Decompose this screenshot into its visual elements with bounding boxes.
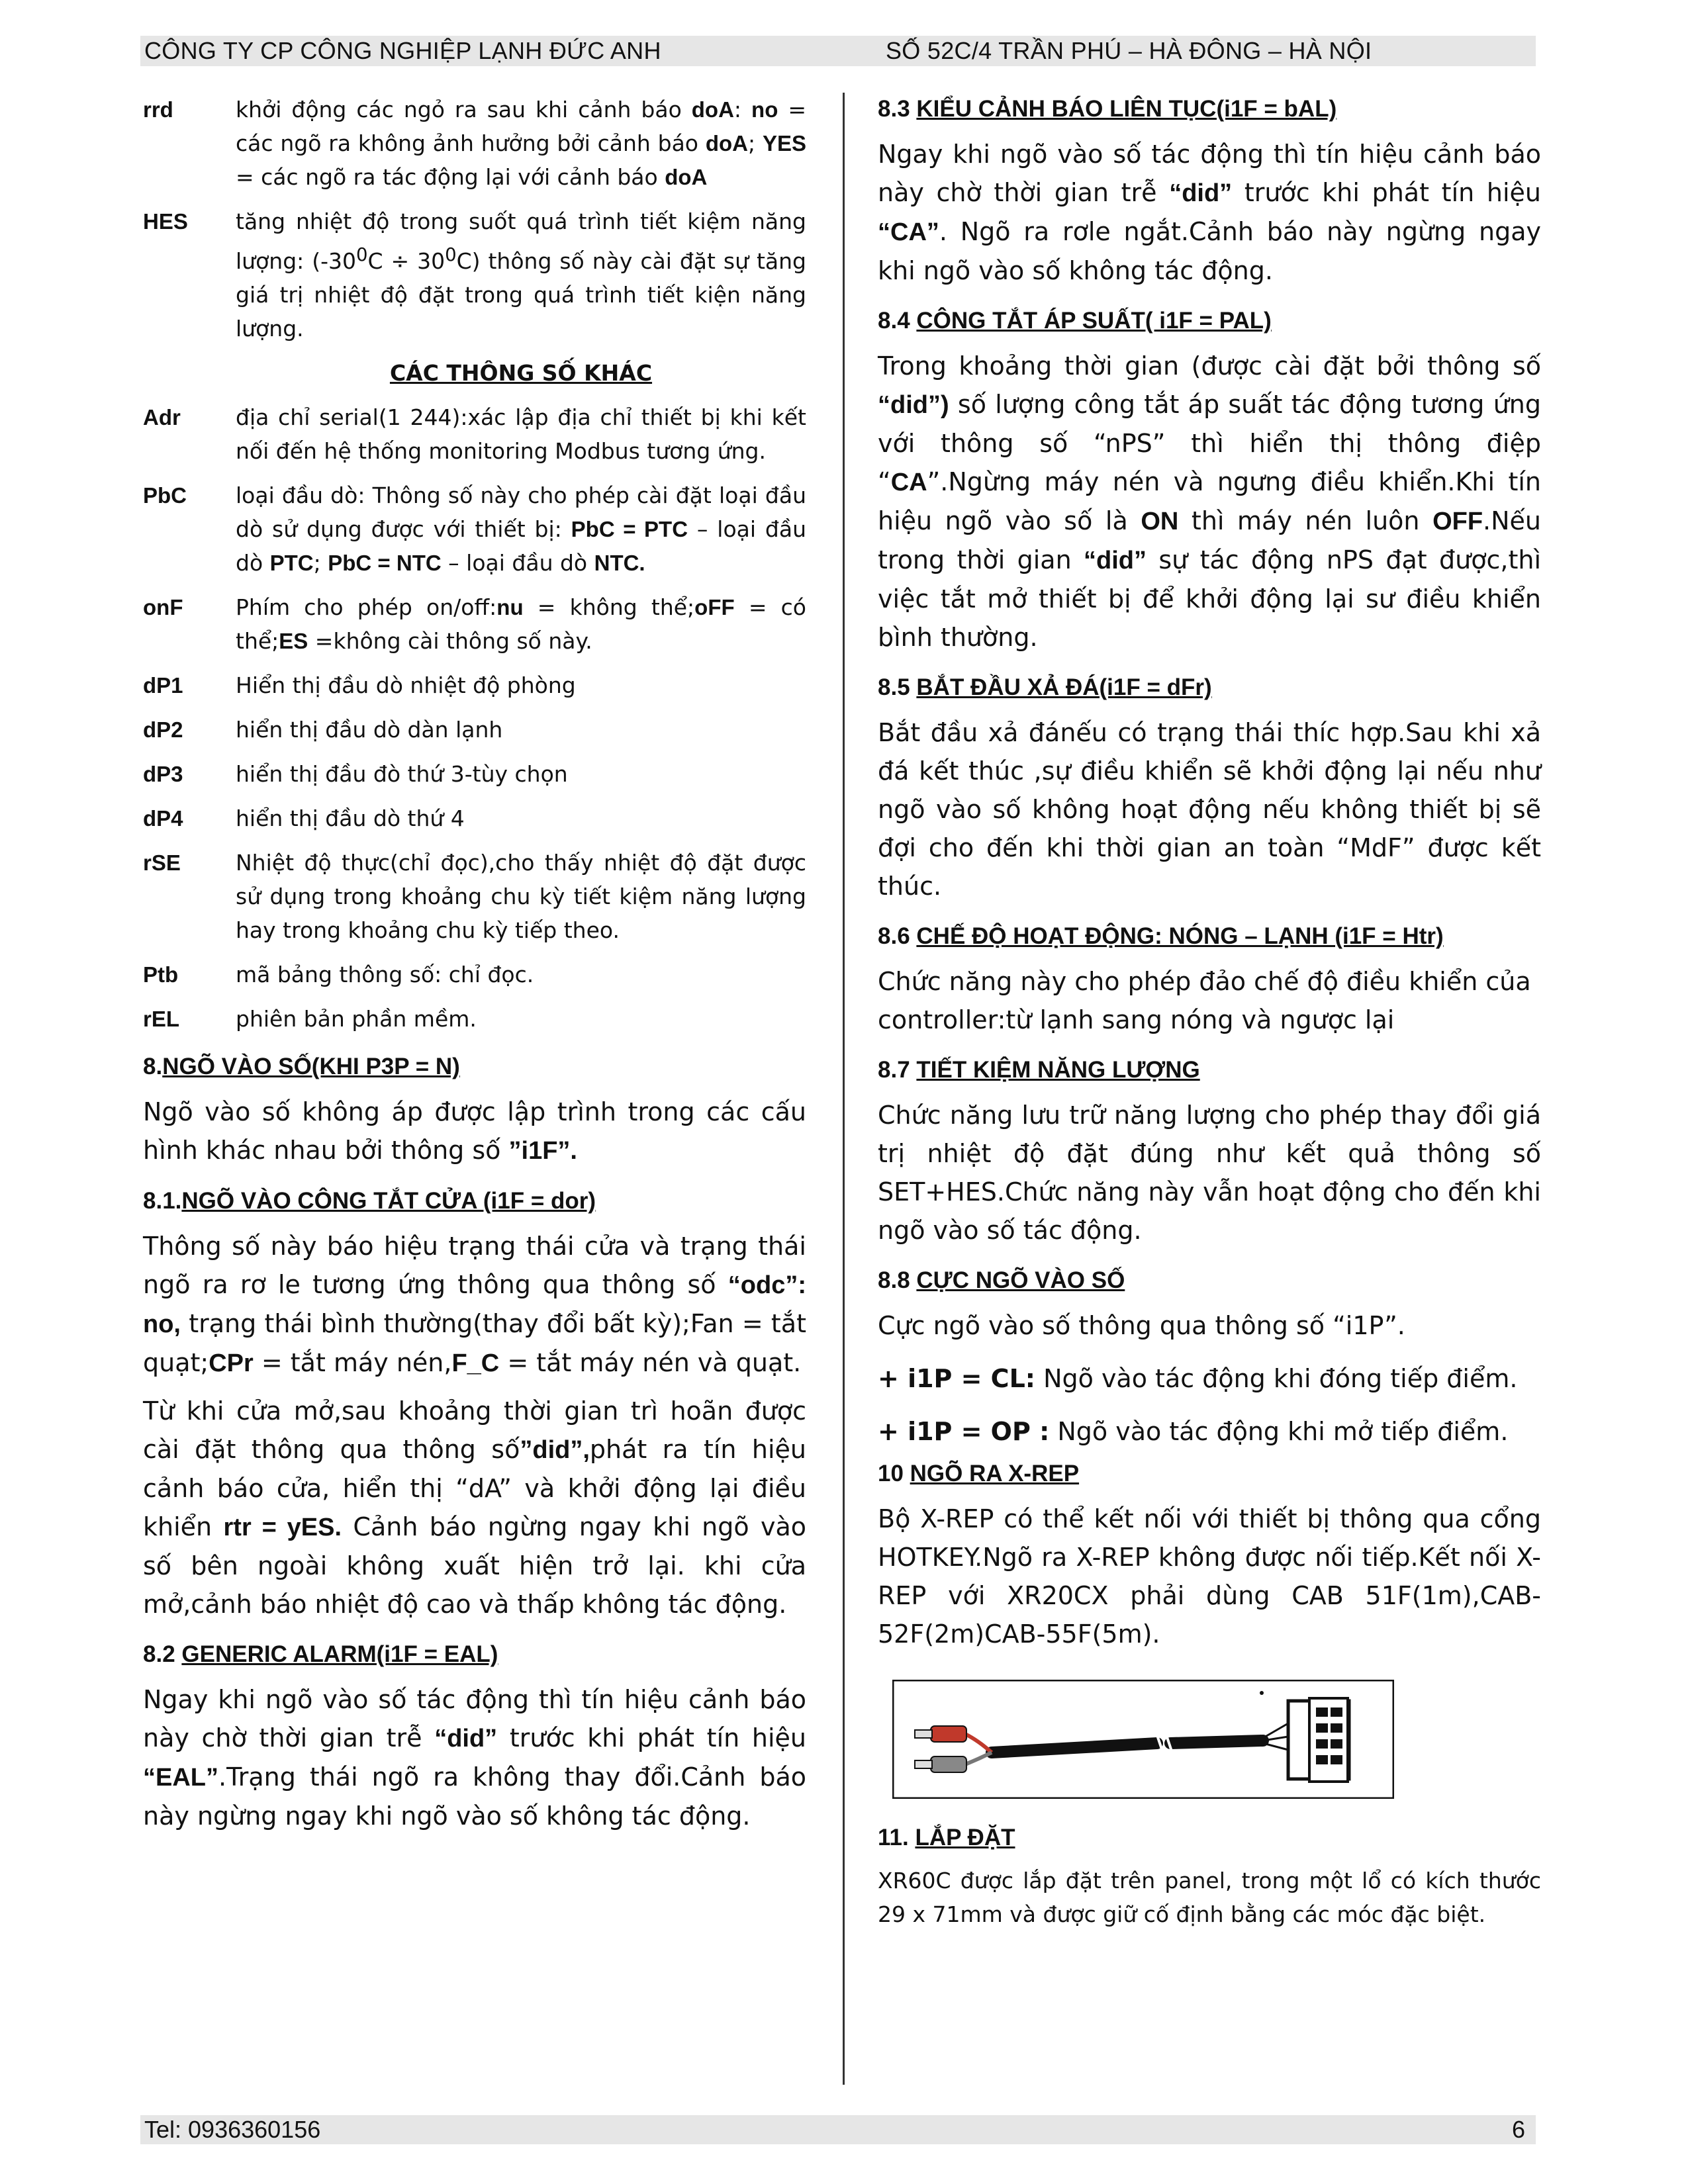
section-11-heading: 11. LẮP ĐẶT xyxy=(878,1825,1015,1850)
param-desc: Nhiệt độ thực(chỉ đọc),cho thấy nhiệt độ đặt được sử dụng trong khoảng chu kỳ tiết kiệm năng lượng hay trong khoảng chu kỳ tiếp theo. xyxy=(236,850,806,943)
company-address: SỐ 52C/4 TRẦN PHÚ – HÀ ĐÔNG – HÀ NỘI xyxy=(886,37,1372,64)
section-11-text: XR60C được lắp đặt trên panel, trong một lổ có kích thước 29 x 71mm và được giữ cố định bằng các móc đặc biệt. xyxy=(878,1868,1541,1927)
param-key: rSE xyxy=(143,850,181,875)
param-dp3 xyxy=(143,757,806,791)
section-8-5-text: Bắt đầu xả đánếu có trạng thái thíc hợp.Sau khi xả đá kết thúc ,sự điều khiển sẽ khởi động lại nếu như ngõ vào số không hoạt động nếu không thiết bị sẽ đợi cho đến khi thời gian an toàn “MdF” được kết thúc. xyxy=(878,718,1541,901)
section-8-8-heading: 8.8 CỰC NGÕ VÀO SỐ xyxy=(878,1267,1125,1293)
page-header xyxy=(140,36,1536,66)
param-desc: hiển thị đầu dò dàn lạnh xyxy=(236,717,503,743)
section-8-7-heading: 8.7 TIẾT KIỆM NĂNG LƯỢNG xyxy=(878,1057,1200,1083)
param-desc: loại đầu dò: Thông số này cho phép cài đặt loại đầu dò sử dụng được với thiết bị: PbC = PTC – loại đầu dò PTC; PbC = NTC – loại đầu dò NTC. xyxy=(236,482,806,576)
param-desc: mã bảng thông số: chỉ đọc. xyxy=(236,962,534,987)
param-adr xyxy=(143,400,806,468)
section-8-7-text: Chức năng lưu trữ năng lượng cho phép thay đổi giá trị nhiệt độ đặt đúng như kết quả thông số SET+HES.Chức năng này vẫn hoạt động cho đến khi ngõ vào số tác động. xyxy=(878,1101,1541,1245)
section-8-text: Ngõ vào số không áp được lập trình trong các cấu hình khác nhau bởi thông số ”i1F”. xyxy=(143,1097,806,1165)
section-8-2-heading: 8.2 GENERIC ALARM(i1F = EAL) xyxy=(143,1641,498,1667)
param-key: Adr xyxy=(143,405,181,430)
param-rse xyxy=(143,846,806,947)
section-8-8-text: Cực ngõ vào số thông qua thông số “i1P”. xyxy=(878,1311,1405,1340)
param-onf xyxy=(143,590,806,658)
parameter-list xyxy=(143,93,806,1036)
param-key: Ptb xyxy=(143,962,179,987)
section-8-6-text: Chức năng này cho phép đảo chế độ điều khiển của controller:từ lạnh sang nóng và ngược lại xyxy=(878,967,1531,1034)
i1p-cl-line: + i1P = CL: Ngõ vào tác động khi đóng tiếp điểm. xyxy=(878,1364,1518,1393)
param-key: HES xyxy=(143,209,188,234)
section-8-2-text: Ngay khi ngõ vào số tác động thì tín hiệu cảnh báo này chờ thời gian trễ “did” trước khi phát tín hiệu “EAL”.Trạng thái ngõ ra không thay đổi.Cảnh báo này ngừng ngay khi ngõ vào số không tác động. xyxy=(143,1685,806,1831)
page-number: 6 xyxy=(1511,2116,1525,2143)
param-pbc xyxy=(143,478,806,580)
xrep-cable-image xyxy=(892,1680,1541,1801)
param-dp2 xyxy=(143,713,806,747)
param-desc: địa chỉ serial(1 244):xác lập địa chỉ thiết bị khi kết nối đến hệ thống monitoring Modbus tương ứng. xyxy=(236,404,806,464)
param-desc: khởi động các ngỏ ra sau khi cảnh báo doA: no = các ngõ ra không ảnh hưởng bởi cảnh báo doA; YES = các ngõ ra tác động lại với cảnh báo doA xyxy=(236,97,807,190)
section-8-1-text: Thông số này báo hiệu trạng thái cửa và trạng thái ngõ ra rơ le tương ứng thông qua thông số “odc”: no, trạng thái bình thường(thay đổi bất kỳ);Fan = tắt quạt;CPr = tắt máy nén,F_C = tắt máy nén và quạt. xyxy=(143,1232,806,1377)
param-desc: hiển thị đầu dò thứ 4 xyxy=(236,805,465,831)
param-key: PbC xyxy=(143,483,187,508)
footer-phone: Tel: 0936360156 xyxy=(144,2116,321,2143)
section-8-1-heading: 8.1.NGÕ VÀO CÔNG TẮT CỬA (i1F = dor) xyxy=(143,1188,596,1214)
param-rel xyxy=(143,1002,806,1036)
param-desc: phiên bản phần mềm. xyxy=(236,1006,477,1032)
column-divider xyxy=(843,93,845,2085)
param-hes xyxy=(143,205,806,345)
param-desc: Phím cho phép on/off:nu = không thể;oFF = có thể;ES =không cài thông số này. xyxy=(236,594,806,654)
company-name: CÔNG TY CP CÔNG NGHIỆP LẠNH ĐỨC ANH xyxy=(144,37,661,64)
param-key: rrd xyxy=(143,97,173,122)
section-8-3-text: Ngay khi ngõ vào số tác động thì tín hiệu cảnh báo này chờ thời gian trễ “did” trước khi phát tín hiệu “CA”. Ngõ ra rơle ngắt.Cảnh báo này ngừng ngay khi ngõ vào số không tác động. xyxy=(878,140,1541,285)
param-key: dP1 xyxy=(143,673,183,698)
param-rrd xyxy=(143,93,806,194)
page-footer xyxy=(140,2115,1536,2144)
section-8-6-heading: 8.6 CHẾ ĐỘ HOẠT ĐỘNG: NÓNG – LẠNH (i1F = Htr) xyxy=(878,923,1444,949)
section-8-4-heading: 8.4 CÔNG TẮT ÁP SUẤT( i1F = PAL) xyxy=(878,308,1272,334)
cable-illustration xyxy=(892,1680,1394,1799)
section-8-heading: 8.NGÕ VÀO SỐ(KHI P3P = N) xyxy=(143,1054,460,1079)
other-params-heading: CÁC THÔNG SỐ KHÁC xyxy=(389,360,653,386)
param-ptb xyxy=(143,958,806,991)
param-desc: hiển thị đầu đò thứ 3-tùy chọn xyxy=(236,761,568,787)
param-desc: tăng nhiệt độ trong suốt quá trình tiết kiệm năng lượng: $(-30^0C \div 30^0C)$ thông số này cài đặt sự tăng giá trị nhiệt độ đặt trong quá trình tiết kiện năng lượng. xyxy=(236,208,806,341)
param-key: dP4 xyxy=(143,806,183,831)
param-dp1 xyxy=(143,668,806,702)
param-key: onF xyxy=(143,595,183,619)
section-10-heading: 10 NGÕ RA X-REP xyxy=(878,1461,1080,1486)
param-dp4 xyxy=(143,801,806,835)
param-desc: Hiển thị đầu dò nhiệt độ phòng xyxy=(236,672,576,698)
section-8-1-text-2: Từ khi cửa mở,sau khoảng thời gian trì hoãn được cài đặt thông qua thông số”did”,phát ra tín hiệu cảnh báo cửa, hiển thị “dA” và khởi động lại điều khiển rtr = yES. Cảnh báo ngừng ngay khi ngõ vào số bên ngoài không xuất hiện trở lại. khi cửa mở,cảnh báo nhiệt độ cao và thấp không tác động. xyxy=(143,1396,806,1619)
param-key: dP2 xyxy=(143,717,183,742)
right-column xyxy=(878,93,1541,1931)
param-key: dP3 xyxy=(143,762,183,786)
section-10-text: Bộ X-REP có thể kết nối với thiết bị thông qua cổng HOTKEY.Ngõ ra X-REP không được nối tiếp.Kết nối X-REP với XR20CX phải dùng CAB 51F(1m),CAB-52F(2m)CAB-55F(5m). xyxy=(878,1504,1541,1649)
i1p-op-line: + i1P = OP : Ngõ vào tác động khi mở tiếp điểm. xyxy=(878,1417,1509,1446)
left-column xyxy=(143,93,806,1844)
param-key: rEL xyxy=(143,1007,180,1031)
section-8-5-heading: 8.5 BẮT ĐẦU XẢ ĐÁ(i1F = dFr) xyxy=(878,674,1212,700)
section-8-4-text: Trong khoảng thời gian (được cài đặt bởi thông số “did”) số lượng công tắt áp suất tác động tương ứng với thông số “nPS” thì hiển thị thông điệp “CA”.Ngừng máy nén và ngưng điều khiển.Khi tín hiệu ngõ vào số là ON thì máy nén luôn OFF.Nếu trong thời gian “did” sự tác động nPS đạt được,thì việc tắt mở thiết bị để khởi động lại sư điều khiển bình thường. xyxy=(878,351,1542,652)
section-8-3-heading: 8.3 KIỂU CẢNH BÁO LIÊN TỤC(i1F = bAL) xyxy=(878,96,1337,122)
